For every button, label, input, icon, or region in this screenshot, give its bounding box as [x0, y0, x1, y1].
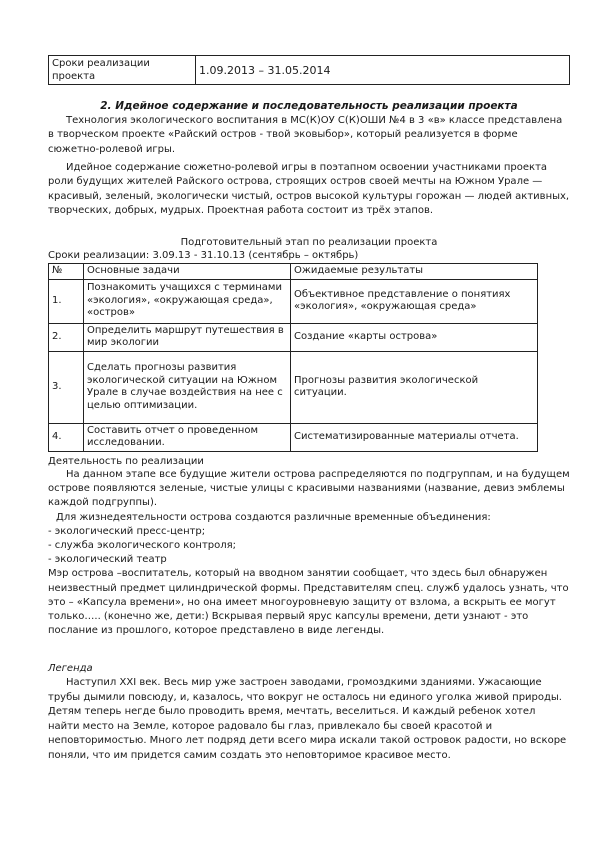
table-row — [49, 56, 570, 85]
activity-title: Деятельность по реализации — [48, 456, 204, 467]
row-result: Прогнозы развития экологической ситуации. — [291, 351, 538, 423]
legend-paragraph: Наступил XXI век. Весь мир уже застроен заводами, громоздкими зданиями. Ужасающие трубы дымили повсюду, и, казалось, что вокруг не осталось ни единого уголка живой природы. Детям теперь негде было проводить время, мечтать, веселиться. И каждый ребенок хотел найти место на Земле, которое радовало бы глаз, привлекало бы своей красотой и неповторимостью. Много лет подряд дети всего мира искали такой островок радости, но вскоре поняли, что им придется самим создать это неповторимое красивое место. — [48, 677, 567, 761]
row-task: Определить маршрут путешествия в мир экологии — [84, 323, 291, 351]
row-task: Сделать прогнозы развития экологической ситуации на Южном Урале в случае воздействия на нее с целью оптимизации. — [84, 351, 291, 423]
row-task: Составить отчет о проведенном исследовании. — [84, 423, 291, 451]
row-number: 1. — [49, 279, 84, 323]
list-item: - экологический театр — [48, 554, 167, 566]
mayor-paragraph: Мэр острова –воспитатель, который на вводном занятии сообщает, что здесь был обнаружен неизвестный предмет цилиндрической формы. Представителям спец. служб удалось узнать, что это – «Капсула времени», но она имеет многоуровневую защиту от взлома, а вскрыть ее могут только….. (конечно же, дети:) Вскрывая первый ярус капсулы времени, дети узнают - это послание из прошлого, которое представлено в виде легенды. — [48, 568, 569, 637]
row-result: Объективное представление о понятиях «экология», «окружающая среда» — [291, 279, 538, 323]
activity-paragraph: На данном этапе все будущие жители острова распределяются по подгруппам, и на будущем острове появляются зеленые, чистые улицы с красивыми названиями (название, девиз эмблемы каждой подгруппы). — [48, 469, 570, 509]
row-number: 2. — [49, 323, 84, 351]
intro-paragraph: Технология экологического воспитания в МС(К)ОУ С(К)ОШИ №4 в 3 «в» классе представлена в творческом проекте «Райский остров - твой эковыбор», который реализуется в форме сюжетно-ролевой игры. — [48, 115, 563, 155]
associations-paragraph: Для жизнедеятельности острова создаются различные временные объединения: — [56, 511, 491, 523]
list-item: - экологический пресс-центр; — [48, 525, 206, 537]
row-number: 3. — [49, 351, 84, 423]
table-row — [49, 323, 538, 351]
list-item: - служба экологического контроля; — [48, 540, 237, 552]
tasks-table — [48, 263, 538, 452]
column-header-tasks: Основные задачи — [84, 264, 291, 280]
row-task: Познакомить учащихся с терминами «экология», «окружающая среда», «остров» — [84, 279, 291, 323]
activity-section — [48, 455, 570, 638]
table-row — [49, 279, 538, 323]
table-row — [49, 351, 538, 423]
table-row — [49, 423, 538, 451]
legend-title: Легенда — [48, 663, 93, 674]
column-header-number: № — [49, 264, 84, 280]
period-table — [48, 55, 570, 85]
section-heading: 2. Идейное содержание и последовательность реализации проекта — [100, 100, 518, 112]
period-value: 1.09.2013 – 31.05.2014 — [196, 56, 570, 85]
column-header-results: Ожидаемые результаты — [291, 264, 538, 280]
idea-paragraph: Идейное содержание сюжетно-ролевой игры в поэтапном освоении участниками проекта роли будущих жителей Райского острова, строящих остров своей мечты на Южном Урале — красивый, зеленый, экологически чистый, остров высокой культуры горожан — людей активных, творческих, добрых, мудрых. Проектная работа состоит из трёх этапов. — [48, 162, 570, 217]
row-result: Создание «карты острова» — [291, 323, 538, 351]
row-number: 4. — [49, 423, 84, 451]
period-label: Сроки реализации проекта — [49, 56, 196, 85]
stage-title: Подготовительный этап по реализации проекта — [180, 237, 438, 248]
stage-dates: Сроки реализации: 3.09.13 - 31.10.13 (сентябрь – октябрь) — [48, 250, 359, 261]
table-header-row — [49, 264, 538, 280]
row-result: Систематизированные материалы отчета. — [291, 423, 538, 451]
